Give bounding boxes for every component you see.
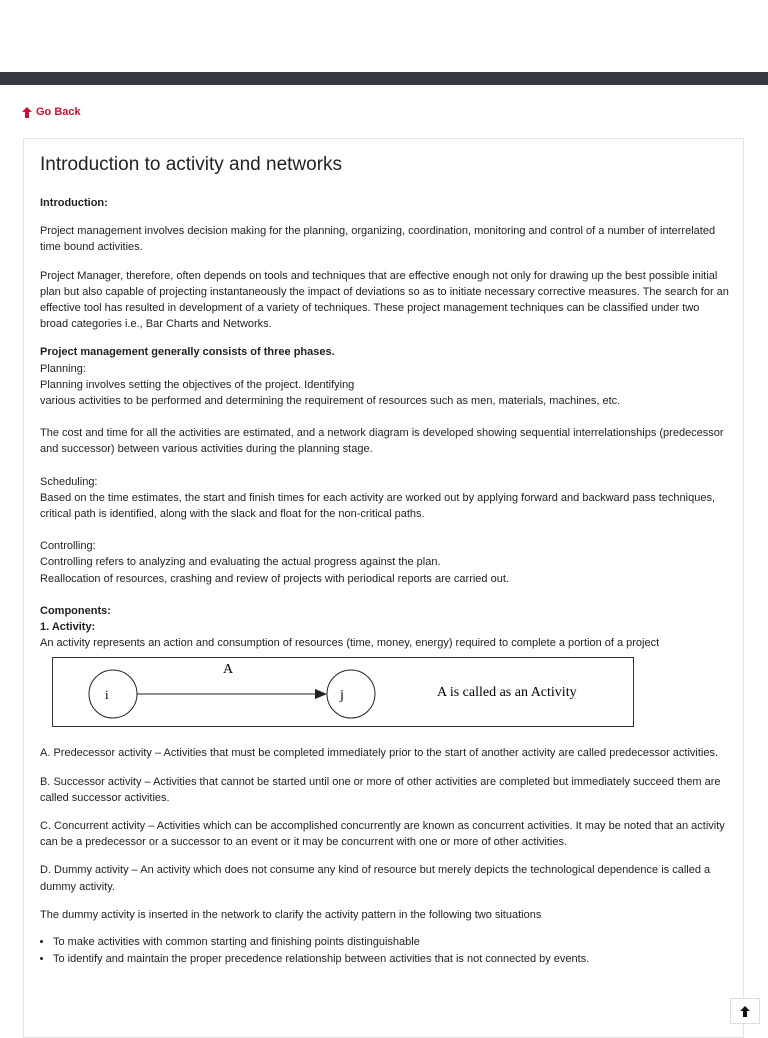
- node-i-circle: [89, 670, 137, 718]
- activity-heading: 1. Activity:: [40, 621, 96, 634]
- list-item: • To identify and maintain the proper precedence relationship between activities that is not connected by events.: [53, 951, 730, 967]
- dummy-situations: The dummy activity is inserted in the network to clarify the activity pattern in the following two situations: [40, 908, 542, 921]
- node-j-label: j: [340, 688, 344, 704]
- controlling-line-1: Controlling refers to analyzing and evaluating the actual progress against the plan.: [40, 556, 441, 569]
- scroll-to-top-button[interactable]: [730, 998, 760, 1024]
- intro-paragraph-1: Project management involves decision making for the planning, organizing, coordination, monitoring and control of a number of interrelated time bound activities.: [40, 225, 716, 254]
- planning-paragraph-2: The cost and time for all the activities are estimated, and a network diagram is developed showing sequential interrelationships (predecessor and successor) between various activities during the planning stage.: [40, 427, 724, 456]
- predecessor-activity: A. Predecessor activity – Activities that must be completed immediately prior to the start of another activity are called predecessor activities.: [40, 747, 719, 760]
- phases-heading: Project management generally consists of three phases.: [40, 346, 335, 359]
- controlling-line-2: Reallocation of resources, crashing and review of projects with periodical reports are carried out.: [40, 572, 509, 585]
- activity-diagram: [52, 657, 634, 727]
- dummy-activity: D. Dummy activity – An activity which does not consume any kind of resource but merely depicts the technological dependence is called a dummy activity.: [40, 864, 711, 893]
- planning-line-1: Planning involves setting the objectives of the project. Identifying: [40, 378, 355, 391]
- planning-line-2: various activities to be performed and determining the requirement of resources such as men, materials, machines, etc.: [40, 395, 621, 408]
- controlling-label: Controlling:: [40, 540, 96, 553]
- node-i-label: i: [105, 687, 109, 703]
- article-content: [40, 153, 730, 969]
- components-heading: Components:: [40, 604, 111, 617]
- intro-heading: Introduction:: [40, 197, 108, 209]
- successor-activity: B. Successor activity – Activities that cannot be started until one or more of other activities are completed but immediately succeed them are called successor activities.: [40, 775, 721, 804]
- scheduling-label: Scheduling:: [40, 475, 98, 488]
- go-back-label: Go Back: [36, 106, 81, 118]
- situations-list: [40, 934, 730, 967]
- arrow-up-icon: [740, 1006, 750, 1017]
- concurrent-activity: C. Concurrent activity – Activities which can be accomplished concurrently are known as concurrent activities. It may be noted that an activity can be a predecessor or a successor to an event or it may be concurrent with one or more of other activities.: [40, 820, 725, 849]
- node-j-circle: [327, 670, 375, 718]
- go-back-link[interactable]: [22, 106, 81, 118]
- figure-caption: A is called as an Activity: [437, 685, 577, 701]
- list-item: • To make activities with common starting and finishing points distinguishable: [53, 934, 730, 950]
- activity-arrowhead: [315, 689, 327, 699]
- intro-paragraph-2: Project Manager, therefore, often depends on tools and techniques that are effective enough not only for drawing up the best possible initial plan but also capable of projecting instantaneously the impact of deviations so as to initiate necessary corrective measures. The search for an effective tool has resulted in development of a variety of techniques. These project management techniques can be classified under two broad categories i.e., Bar Charts and Networks.: [40, 269, 729, 331]
- scheduling-text: Based on the time estimates, the start and finish times for each activity are worked out by applying forward and backward pass techniques, critical path is identified, along with the slack and float for the non-critical paths.: [40, 491, 716, 521]
- article-card: [23, 138, 744, 1038]
- top-nav-bar: [0, 72, 768, 85]
- activity-arrow-label: A: [223, 662, 234, 678]
- arrow-up-icon: [22, 107, 32, 118]
- page-title: Introduction to activity and networks: [40, 154, 343, 175]
- planning-label: Planning:: [40, 362, 86, 375]
- activity-diagram-svg: [53, 658, 635, 728]
- activity-text: An activity represents an action and consumption of resources (time, money, energy) required to complete a portion of a project: [40, 637, 660, 650]
